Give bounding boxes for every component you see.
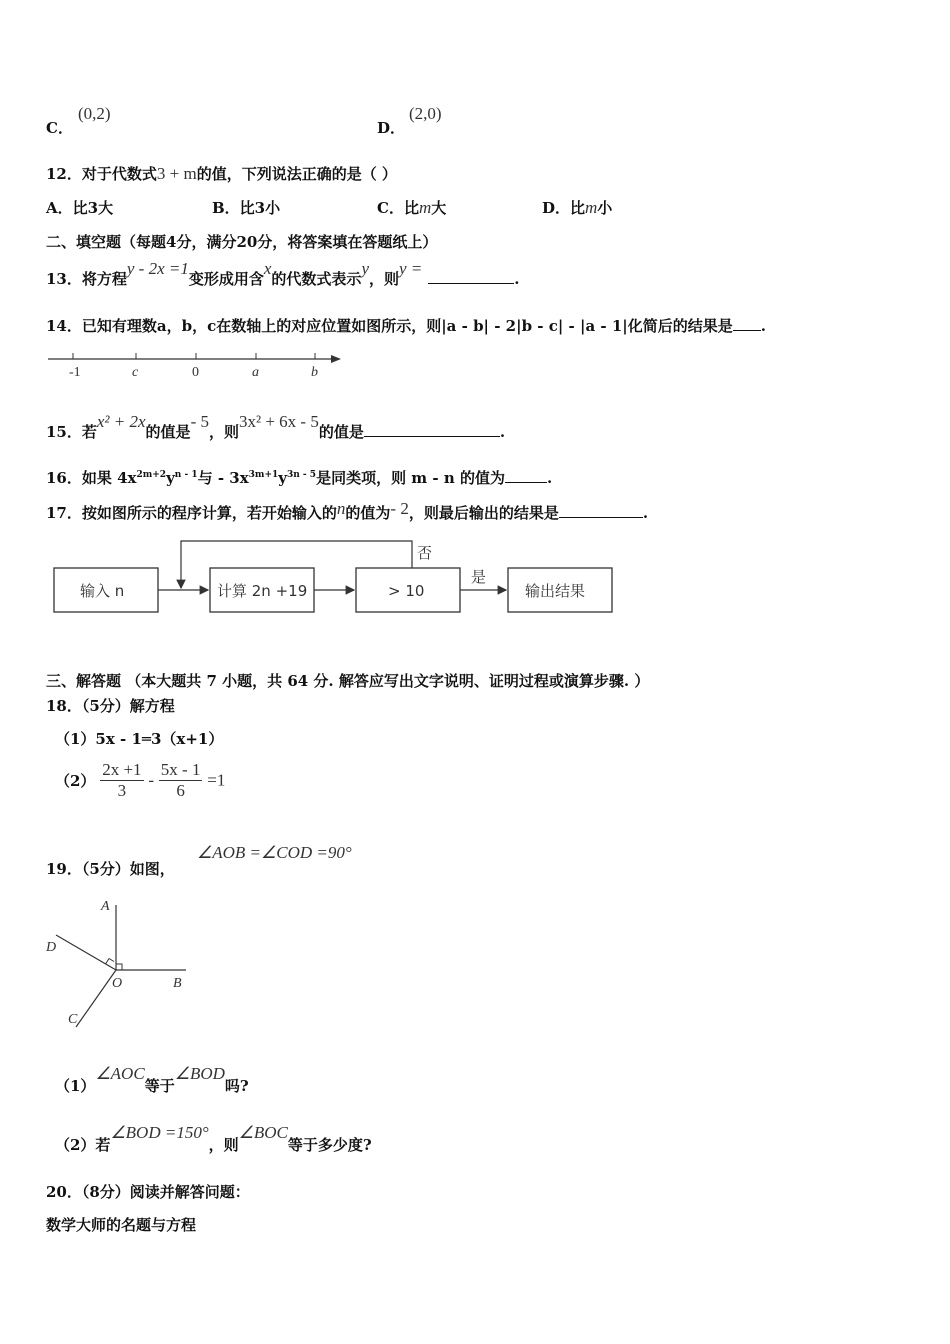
section3-heading: 三、解答题 （本大题共 7 小题，共 64 分. 解答应写出文字说明、证明过程或演算步骤. ） [46, 672, 650, 690]
q19-condition: ∠AOB =∠COD =90° [197, 843, 352, 862]
q20-title: 20．（8分）阅读并解答问题： [46, 1183, 250, 1201]
q13-text: 13．将方程y - 2x =1变形成用含x的代数式表示y，则y =. [46, 259, 520, 288]
flow-no-label: 否 [417, 544, 433, 562]
q20-subtitle: 数学大师的名题与方程 [46, 1216, 197, 1234]
axis-label-minus-one: -1 [69, 365, 81, 380]
q12-stem: 12．对于代数式3 + m的值，下列说法正确的是（ ） [46, 164, 397, 183]
q12-option-b: B．比3小 [212, 199, 281, 217]
q12-option-a: A．比3大 [46, 199, 114, 217]
flow-compare-label: > 10 [388, 582, 425, 600]
q11-option-d-value: (2,0) [409, 104, 442, 123]
q19-part1: （1）∠AOC等于∠BOD吗? [55, 1064, 249, 1095]
section2-heading: 二、填空题（每题4分，满分20分，将答案填在答题纸上） [46, 233, 438, 251]
q18-part1: （1）5x - 1═3（x+1） [55, 730, 224, 748]
q11-option-d-label: D． [377, 119, 406, 137]
label-b: B [173, 976, 182, 991]
q17-text: 17．按如图所示的程序计算，若开始输入的n的值为- 2，则最后输出的结果是 . [46, 499, 649, 522]
flow-output-label: 输出结果 [525, 582, 586, 600]
axis-label-a: a [252, 365, 259, 380]
label-a: A [101, 899, 110, 914]
label-d: D [46, 940, 57, 955]
q12-option-d: D．比m小 [542, 198, 613, 217]
q14-text: 14．已知有理数a，b，c在数轴上的对应位置如图所示，则|a - b| - 2|b - c| - |a - 1|化简后的结果是 . [46, 317, 766, 335]
axis-label-b: b [311, 365, 318, 380]
axis-label-zero: 0 [192, 365, 199, 380]
flow-compute-label: 计算 2n +19 [217, 582, 308, 600]
q11-option-c-label: C． [46, 119, 73, 137]
label-o: O [112, 976, 123, 991]
q18-part2: （2） $\frac{2x +1}{3}$ - $\frac{5x - 1}{6}$ =1 [55, 760, 226, 800]
axis-label-c: c [132, 365, 139, 380]
number-line [45, 348, 345, 380]
flow-yes-label: 是 [471, 568, 487, 586]
q19-title: 19．（5分）如图， [46, 860, 175, 878]
label-c: C [68, 1012, 78, 1027]
q12-option-c: C．比m大 [377, 198, 447, 217]
q19-part2: （2）若∠BOD =150°，则∠BOC等于多少度? [55, 1123, 372, 1154]
program-flowchart [50, 535, 620, 620]
q18-title: 18．（5分）解方程 [46, 697, 175, 715]
q11-option-c-value: (0,2) [78, 104, 111, 123]
q15-text: 15．若x² + 2x的值是- 5，则3x² + 6x - 5的值是 . [46, 412, 506, 441]
fraction-1: $\frac{2x +1}{3}$ [102, 760, 142, 800]
fraction-2: $\frac{5x - 1}{6}$ [160, 760, 201, 800]
flow-input-label: 输入 n [80, 582, 125, 600]
angle-diagram [42, 893, 202, 1033]
q16-text: 16．如果 $4x^{2m+2}y^{n - 1}$与 - $3x^{3m+1}y^{3n - 5}$是同类项，则 m - n 的值为 . [46, 469, 553, 487]
